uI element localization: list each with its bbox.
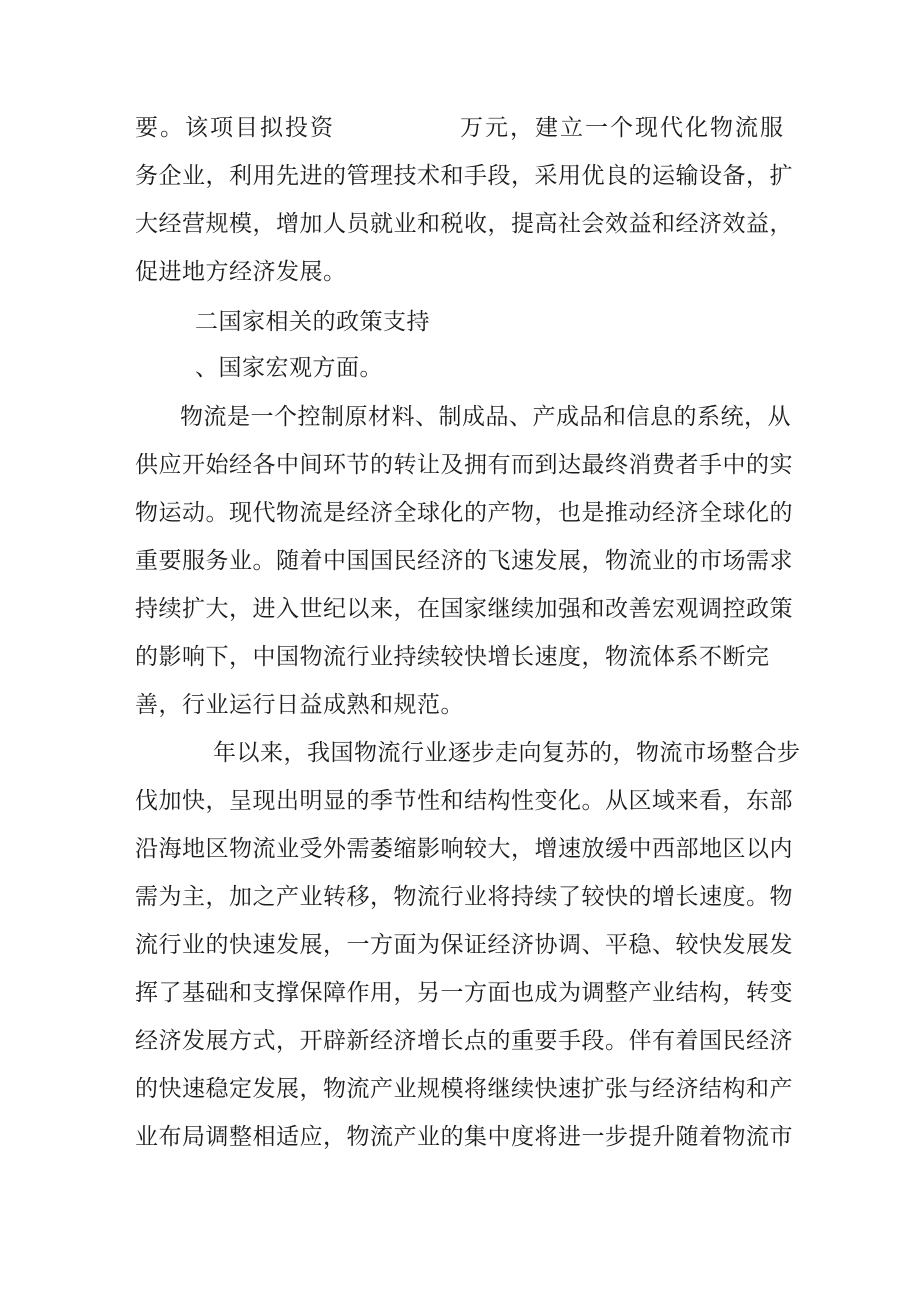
text-line: 供应开始经各中间环节的转让及拥有而到达最终消费者手中的实 (135, 452, 793, 478)
text-line: 挥了基础和支撑保障作用，另一方面也成为调整产业结构，转变 (135, 980, 793, 1006)
text-line: 物运动。现代物流是经济全球化的产物，也是推动经济全球化的 (135, 500, 793, 526)
text-line: 善，行业运行日益成熟和规范。 (135, 692, 464, 718)
subsection-heading: 、国家宏观方面。 (195, 355, 383, 381)
text-line: 业布局调整相适应，物流产业的集中度将进一步提升随着物流市 (135, 1124, 793, 1150)
text-line: 流行业的快速发展，一方面为保证经济协调、平稳、较快发展发 (135, 932, 793, 958)
text-line: 务企业，利用先进的管理技术和手段，采用优良的运输设备，扩 (135, 163, 793, 189)
text-line: 的快速稳定发展，物流产业规模将继续快速扩张与经济结构和产 (135, 1076, 793, 1102)
text-line: 要。该项目拟投资 万元，建立一个现代化物流服 (135, 115, 785, 141)
text-line: 年以来，我国物流行业逐步走向复苏的，物流市场整合步 (213, 740, 801, 766)
text-line: 物流是一个控制原材料、制成品、产成品和信息的系统，从 (180, 404, 791, 430)
text-line: 促进地方经济发展。 (135, 259, 347, 285)
text-line: 需为主，加之产业转移，物流行业将持续了较快的增长速度。物 (135, 884, 793, 910)
text-line: 持续扩大，进入世纪以来，在国家继续加强和改善宏观调控政策 (135, 596, 793, 622)
text-line: 大经营规模，增加人员就业和税收，提高社会效益和经济效益， (135, 211, 793, 237)
text-line: 重要服务业。随着中国国民经济的飞速发展，物流业的市场需求 (135, 548, 793, 574)
text-line: 伐加快，呈现出明显的季节性和结构性变化。从区域来看，东部 (135, 788, 793, 814)
text-line: 经济发展方式，开辟新经济增长点的重要手段。伴有着国民经济 (135, 1028, 793, 1054)
text-line: 的影响下，中国物流行业持续较快增长速度，物流体系不断完 (135, 644, 770, 670)
section-heading: 二国家相关的政策支持 (195, 309, 430, 335)
text-line: 沿海地区物流业受外需萎缩影响较大，增速放缓中西部地区以内 (135, 836, 793, 862)
